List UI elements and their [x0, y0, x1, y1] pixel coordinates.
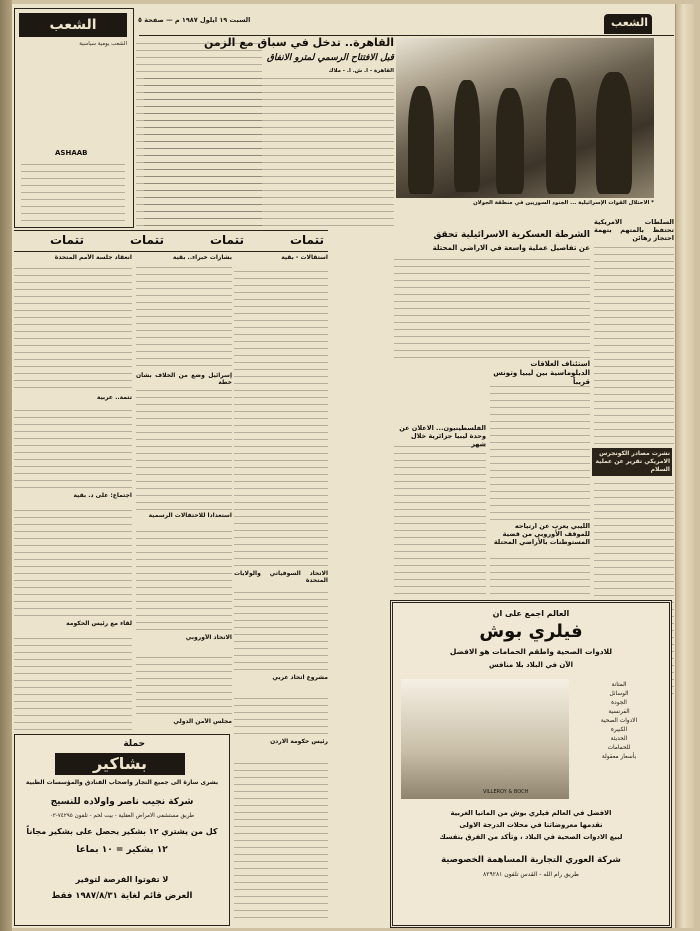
date-line: السبت ١٩ ايلول ١٩٨٧ م — صفحة ٥ — [138, 16, 251, 24]
villeroy-brand: فيلري بوش — [479, 621, 583, 642]
masthead-logo: الشعب — [611, 16, 648, 29]
left-lines-3 — [14, 506, 132, 616]
security-headline: الشرطة العسكرية الاسرائيلية تحقق — [433, 230, 590, 240]
side-masthead — [14, 8, 134, 228]
page-spine — [675, 4, 694, 928]
jordan-headline: الفلسطينيون... الاعلان عن وحدة ليبيا جزائرية خلال شهر — [399, 424, 486, 448]
villeroy-list-1: الوسائل — [609, 691, 629, 697]
plo-headline: الليبي يعرب عن ارتياحه للموقف الأوروبي من قضية المستوطنات بالأراضي المحتلة — [493, 522, 590, 546]
diplomacy-headline: استئناف العلاقات الدبلوماسية بين ليبيا وتونس قريباً — [493, 360, 590, 386]
security-lines — [394, 258, 590, 358]
ticker-label-4: تتمات — [49, 233, 84, 247]
left-t3: اجتماع: على د. بقية — [73, 492, 132, 499]
villeroy-company: شركة العوري التجارية المساهمة الخصوصية — [441, 855, 621, 865]
mid-t9: مجلس الأمن الدولي — [173, 718, 232, 725]
right-lines-1 — [594, 244, 674, 444]
mid-lines-4 — [136, 530, 232, 630]
right-title: السلطات الامريكية تحتفظ بالمتهم بتهمة احتجاز رهائن — [594, 218, 674, 242]
villeroy-list-2: الجودة — [611, 700, 627, 706]
side-logo: الشعب — [19, 13, 127, 37]
mid-t5: الاتحاد السوفياتي والولايات المتحدة — [234, 570, 328, 585]
mid-lines-8 — [136, 654, 232, 714]
bashakir-brand: بشاكير — [55, 753, 185, 775]
villeroy-line1: للادوات الصحية واطقم الحمامات هو الافضل — [449, 647, 613, 656]
left-lines-4 — [14, 634, 132, 730]
mid-lines-3 — [136, 390, 232, 510]
mid-lines-2 — [234, 266, 328, 566]
villeroy-list-3: الفرنسية — [608, 709, 630, 715]
mid-lines-7 — [234, 758, 328, 918]
bashakir-note: لا تفوتوا الفرصة لتوفير — [75, 875, 169, 884]
bashakir-offer2: ١٢ بشكير = ١٠ بماعا — [76, 845, 168, 855]
ticker-bar — [14, 230, 328, 252]
bashakir-ad — [14, 734, 230, 926]
bashakir-tagline: بشرى سارة الى جميع التجار واصحاب الفنادق والمؤسسات الطبية — [25, 779, 219, 786]
mid-t7: رئيس حكومة الاردن — [270, 738, 328, 745]
left-t4: لقاء مع رئيس الحكومة — [66, 620, 132, 627]
lead-kicker: القاهرة - أ. ش. أ. - ملاك — [328, 68, 394, 74]
ticker-label-1: تتمات — [289, 233, 324, 247]
left-t1: انعقاد جلسة الأمم المتحدة — [54, 254, 132, 261]
jordan-lines — [394, 444, 486, 594]
villeroy-top: العالم اجمع على ان — [492, 609, 570, 618]
villeroy-tag: VILLEROY & BOCH — [483, 789, 529, 795]
masthead-box — [542, 14, 652, 36]
mid-t1: بشارات خبراء.. بقية — [172, 254, 232, 261]
lead-headline: القاهرة.. تدخل في سباق مع الزمن — [203, 36, 394, 49]
mid-t6: مشروع اتحاد عربي — [272, 674, 328, 681]
mid-t2: استقالات - بقية — [281, 254, 328, 261]
plo-lines — [490, 552, 590, 594]
bashakir-title-top: حملة — [123, 739, 145, 749]
side-latin: ASHAAB — [55, 149, 88, 157]
villeroy-footer2: نقدمها معروضاتنا في محلات الدرجة الاولى — [459, 821, 603, 829]
mid-lines-6 — [234, 694, 328, 734]
villeroy-ad — [390, 600, 672, 928]
security-subhead: عن تفاصيل عملية واسعة في الاراضي المحتلة — [432, 244, 590, 252]
side-item-0: الشعب يومية سياسية — [79, 41, 127, 47]
side-text — [19, 41, 127, 141]
villeroy-list-8: بأسعار معقولة — [601, 754, 637, 760]
villeroy-list-5: الكبيرة — [610, 727, 628, 733]
bashakir-offer1: كل من يشتري ١٢ بشكير يحصل على بشكير مجاناً — [26, 827, 218, 836]
left-lines-1 — [14, 268, 132, 388]
side-shade — [21, 161, 125, 221]
bashakir-phone: طريق مستشفى الامراض العقلية - بيت لحم - تلفون ٧٤٢٩٥-٠٢ — [49, 813, 195, 819]
mid-lines-1 — [136, 266, 232, 366]
bashakir-deadline: العرض قائم لغاية ١٩٨٧/٨/٣١ فقط — [51, 891, 193, 901]
bashakir-company: شركة نجيب ناصر واولاده للنسيج — [50, 797, 194, 807]
bathroom-photo — [401, 679, 569, 799]
left-lines-2 — [14, 408, 132, 488]
mid-t4: استعداداً للاحتفالات الرسمية — [148, 512, 232, 519]
villeroy-list-6: الحديثة — [610, 736, 628, 742]
villeroy-footer3: لبيع الادوات الصحية في البلاد ، وتأكد من الفرق بنفسك — [439, 833, 623, 841]
left-t2: تتمة.. عربية — [96, 394, 132, 401]
villeroy-list-7: للحمامات — [607, 745, 631, 751]
right-block-title: نشرت مصادر الكونجرس الامريكي تقرير عن عملية السلام — [592, 448, 672, 476]
mid-t3: إسرائيل وضع من الخلاف بشأن خطة — [136, 372, 232, 387]
villeroy-list — [575, 681, 663, 799]
lead-subhead: قبل الافتتاح الرسمي لمترو الانفاق — [266, 53, 394, 63]
villeroy-line2: الآن في البلاد بلا منافس — [488, 661, 574, 669]
villeroy-address: طريق رام الله - القدس تلفون ٨٢٩٢٨١ — [483, 871, 579, 878]
soldiers-photo — [396, 38, 654, 198]
left-top-lines — [136, 40, 262, 226]
diplomacy-lines — [490, 380, 590, 520]
ticker-label-3: تتمات — [129, 233, 164, 247]
newspaper-page — [12, 4, 694, 928]
binding-edge — [0, 0, 12, 931]
photo-caption: * الاحتلال القوات الإسرائيلية ... الجنود السوريين في منطقة الجولان — [473, 200, 654, 206]
mid-t8: الاتحاد الأوروبي — [185, 634, 232, 641]
mid-lines-5 — [234, 590, 328, 670]
villeroy-list-0: المتانة — [611, 682, 627, 688]
villeroy-list-4: الادوات الصحية — [600, 718, 638, 724]
villeroy-footer1: الافضل في العالم فيلري بوش من المانيا الغربية — [450, 809, 612, 817]
ticker-label-2: تتمات — [209, 233, 244, 247]
